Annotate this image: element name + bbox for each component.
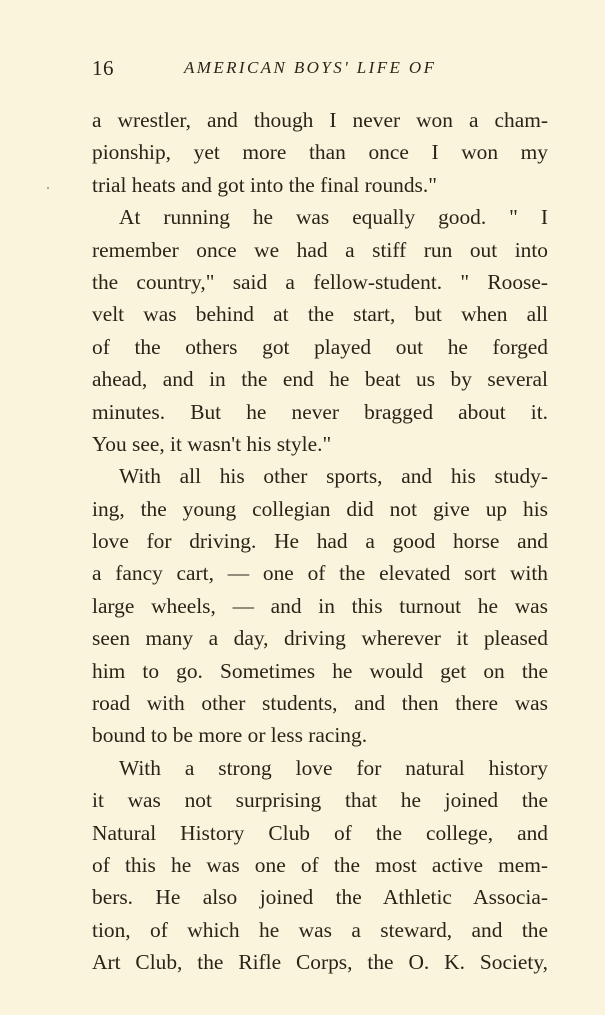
paragraph-start-line: At running he was equally good. " I xyxy=(119,205,548,230)
running-head: AMERICAN BOYS' LIFE OF xyxy=(184,58,437,77)
text-line: bound to be more or less racing. xyxy=(92,723,368,748)
paper-speck xyxy=(47,187,49,189)
text-line: bers. He also joined the Athletic Associa- xyxy=(92,885,548,910)
text-line: the country," said a fellow-student. " Roose- xyxy=(92,269,548,294)
page-header xyxy=(92,56,548,86)
text-line: ahead, and in the end he beat us by several xyxy=(92,367,548,392)
text-line: ing, the young collegian did not give up his xyxy=(92,496,548,521)
text-line: Natural History Club of the college, and xyxy=(92,820,548,845)
paragraph-start-line: With all his other sports, and his study- xyxy=(119,464,548,489)
text-line: a wrestler, and though I never won a cham- xyxy=(92,108,548,132)
text-line: velt was behind at the start, but when all xyxy=(92,302,548,327)
text-line: large wheels, — and in this turnout he was xyxy=(92,593,548,618)
text-line: seen many a day, driving wherever it pleased xyxy=(92,626,548,651)
text-line: You see, it wasn't his style." xyxy=(92,431,332,456)
text-line: road with other students, and then there was xyxy=(92,691,548,716)
text-line: him to go. Sometimes he would get on the xyxy=(92,658,548,683)
text-line: of the others got played out he forged xyxy=(92,334,548,359)
text-line: it was not surprising that he joined the xyxy=(92,788,548,813)
text-line: tion, of which he was a steward, and the xyxy=(92,917,548,942)
text-line: Art Club, the Rifle Corps, the O. K. Society, xyxy=(92,950,548,975)
text-line: minutes. But he never bragged about it. xyxy=(92,399,548,424)
page-number: 16 xyxy=(92,56,114,80)
text-line: trial heats and got into the final rounds." xyxy=(92,172,437,197)
text-line: a fancy cart, — one of the elevated sort with xyxy=(92,561,548,586)
text-line: of this he was one of the most active mem- xyxy=(92,852,548,877)
text-line: love for driving. He had a good horse and xyxy=(92,529,548,554)
text-line: pionship, yet more than once I won my xyxy=(92,140,548,165)
paragraph-start-line: With a strong love for natural history xyxy=(119,755,548,780)
body-text xyxy=(92,104,548,979)
text-line: remember once we had a stiff run out into xyxy=(92,237,548,262)
